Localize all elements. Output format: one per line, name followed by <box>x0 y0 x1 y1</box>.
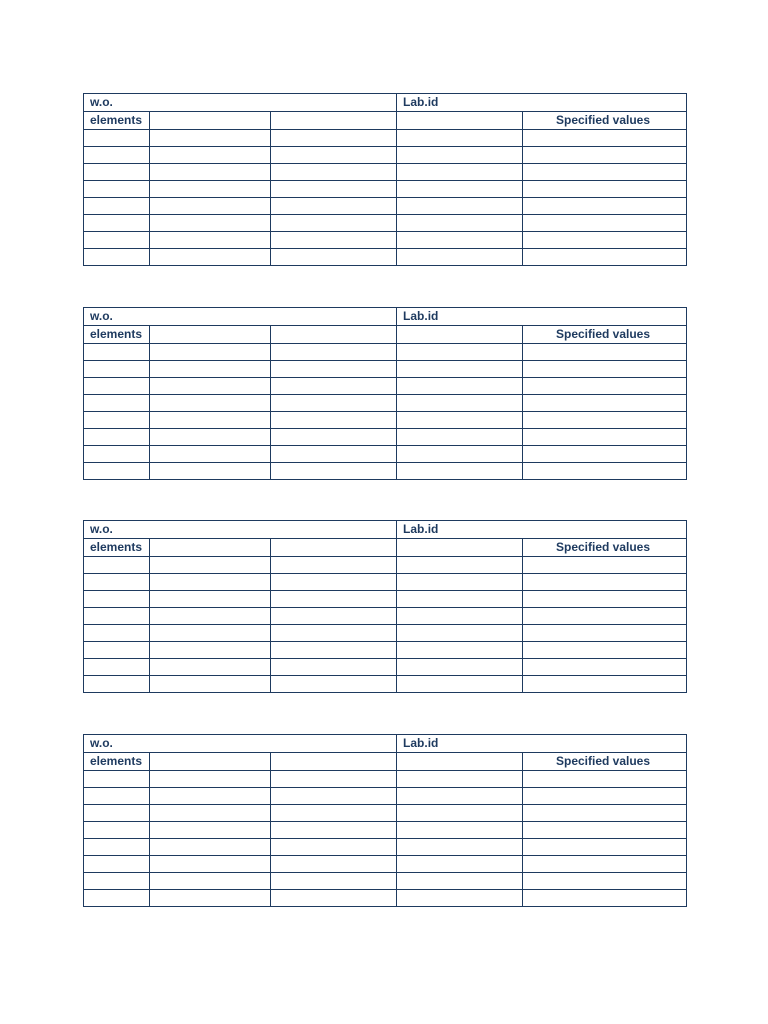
column-header-row <box>84 539 687 557</box>
table-cell[interactable] <box>523 130 687 147</box>
table-cell[interactable] <box>523 659 687 676</box>
lab-id-label: Lab.id <box>397 521 687 539</box>
table-cell[interactable] <box>523 147 687 164</box>
table-cell[interactable] <box>84 378 150 395</box>
elements-label: elements <box>84 112 150 130</box>
table-cell[interactable] <box>397 249 523 266</box>
table-row <box>84 249 687 266</box>
table-cell[interactable] <box>271 326 397 344</box>
table-cell[interactable] <box>84 361 150 378</box>
wo-label: w.o. <box>84 521 397 539</box>
elements-label: elements <box>84 753 150 771</box>
table-cell[interactable] <box>271 429 397 446</box>
table-cell[interactable] <box>150 326 271 344</box>
table-cell[interactable] <box>271 130 397 147</box>
table-cell[interactable] <box>397 873 523 890</box>
table-cell[interactable] <box>397 642 523 659</box>
table-cell[interactable] <box>271 232 397 249</box>
table-cell[interactable] <box>84 215 150 232</box>
table-cell[interactable] <box>523 805 687 822</box>
table-cell[interactable] <box>84 890 150 907</box>
table-row <box>84 378 687 395</box>
table-cell[interactable] <box>397 822 523 839</box>
table-cell[interactable] <box>397 805 523 822</box>
table-cell[interactable] <box>397 429 523 446</box>
lab-id-label: Lab.id <box>397 735 687 753</box>
table-cell[interactable] <box>271 249 397 266</box>
table-cell[interactable] <box>150 164 271 181</box>
specified-values-label: Specified values <box>523 539 687 557</box>
table-cell[interactable] <box>523 429 687 446</box>
table-cell[interactable] <box>397 130 523 147</box>
table-cell[interactable] <box>271 642 397 659</box>
table-cell[interactable] <box>523 788 687 805</box>
table-cell[interactable] <box>271 676 397 693</box>
table-cell[interactable] <box>523 361 687 378</box>
table-cell[interactable] <box>150 856 271 873</box>
table-cell[interactable] <box>84 232 150 249</box>
table-cell[interactable] <box>84 463 150 480</box>
table-row <box>84 557 687 574</box>
table-cell[interactable] <box>84 429 150 446</box>
table-cell[interactable] <box>523 249 687 266</box>
table-cell[interactable] <box>84 642 150 659</box>
table-cell[interactable] <box>523 395 687 412</box>
table-cell[interactable] <box>84 249 150 266</box>
column-header-row <box>84 326 687 344</box>
table-cell[interactable] <box>523 378 687 395</box>
table-cell[interactable] <box>271 788 397 805</box>
table-cell[interactable] <box>271 446 397 463</box>
table-cell[interactable] <box>150 788 271 805</box>
table-cell[interactable] <box>271 873 397 890</box>
table-cell[interactable] <box>150 215 271 232</box>
table-header-row <box>84 308 687 326</box>
table-cell[interactable] <box>397 753 523 771</box>
table-cell[interactable] <box>523 412 687 429</box>
table-cell[interactable] <box>84 608 150 625</box>
table-row <box>84 429 687 446</box>
table-cell[interactable] <box>523 771 687 788</box>
table-row <box>84 642 687 659</box>
table-cell[interactable] <box>271 890 397 907</box>
table-cell[interactable] <box>523 873 687 890</box>
table-cell[interactable] <box>150 822 271 839</box>
table-cell[interactable] <box>150 130 271 147</box>
table-row <box>84 412 687 429</box>
table-cell[interactable] <box>271 608 397 625</box>
table-row <box>84 130 687 147</box>
table-cell[interactable] <box>271 856 397 873</box>
table-row <box>84 395 687 412</box>
table-cell[interactable] <box>397 574 523 591</box>
table-cell[interactable] <box>523 591 687 608</box>
table-cell[interactable] <box>397 856 523 873</box>
table-cell[interactable] <box>523 232 687 249</box>
table-cell[interactable] <box>271 395 397 412</box>
table-cell[interactable] <box>150 805 271 822</box>
table-cell[interactable] <box>271 805 397 822</box>
table-cell[interactable] <box>150 429 271 446</box>
table-cell[interactable] <box>397 890 523 907</box>
table-row <box>84 771 687 788</box>
table-cell[interactable] <box>150 676 271 693</box>
wo-label: w.o. <box>84 94 397 112</box>
table-row <box>84 164 687 181</box>
table-cell[interactable] <box>523 164 687 181</box>
table-cell[interactable] <box>84 856 150 873</box>
table-row <box>84 344 687 361</box>
table-cell[interactable] <box>84 181 150 198</box>
table-row <box>84 591 687 608</box>
table-row <box>84 574 687 591</box>
table-cell[interactable] <box>271 463 397 480</box>
table-row <box>84 856 687 873</box>
table-cell[interactable] <box>150 198 271 215</box>
table-cell[interactable] <box>84 164 150 181</box>
table-cell[interactable] <box>84 591 150 608</box>
table-cell[interactable] <box>397 361 523 378</box>
table-cell[interactable] <box>397 557 523 574</box>
table-cell[interactable] <box>397 839 523 856</box>
table-row <box>84 890 687 907</box>
table-cell[interactable] <box>271 574 397 591</box>
table-cell[interactable] <box>84 344 150 361</box>
table-cell[interactable] <box>84 771 150 788</box>
table-cell[interactable] <box>84 659 150 676</box>
table-cell[interactable] <box>397 344 523 361</box>
table-cell[interactable] <box>523 215 687 232</box>
table-cell[interactable] <box>523 890 687 907</box>
table-cell[interactable] <box>84 805 150 822</box>
table-row <box>84 822 687 839</box>
table-cell[interactable] <box>150 361 271 378</box>
table-cell[interactable] <box>397 326 523 344</box>
table-cell[interactable] <box>271 164 397 181</box>
table-cell[interactable] <box>84 395 150 412</box>
table-cell[interactable] <box>150 344 271 361</box>
table-cell[interactable] <box>150 395 271 412</box>
table-cell[interactable] <box>271 539 397 557</box>
table-cell[interactable] <box>150 181 271 198</box>
table-cell[interactable] <box>271 344 397 361</box>
table-row <box>84 659 687 676</box>
table-cell[interactable] <box>271 659 397 676</box>
table-cell[interactable] <box>84 676 150 693</box>
table-cell[interactable] <box>150 659 271 676</box>
table-cell[interactable] <box>397 395 523 412</box>
table-cell[interactable] <box>397 659 523 676</box>
table-cell[interactable] <box>397 412 523 429</box>
table-row <box>84 361 687 378</box>
table-cell[interactable] <box>150 753 271 771</box>
specified-values-label: Specified values <box>523 326 687 344</box>
table-cell[interactable] <box>523 642 687 659</box>
analysis-form-table <box>83 520 687 693</box>
table-cell[interactable] <box>150 625 271 642</box>
lab-id-label: Lab.id <box>397 308 687 326</box>
table-row <box>84 676 687 693</box>
table-cell[interactable] <box>84 574 150 591</box>
table-row <box>84 232 687 249</box>
table-cell[interactable] <box>84 822 150 839</box>
table-cell[interactable] <box>150 232 271 249</box>
table-cell[interactable] <box>150 890 271 907</box>
table-cell[interactable] <box>523 198 687 215</box>
table-cell[interactable] <box>523 446 687 463</box>
analysis-form-table <box>83 307 687 480</box>
table-cell[interactable] <box>271 753 397 771</box>
table-cell[interactable] <box>150 147 271 164</box>
table-cell[interactable] <box>84 446 150 463</box>
table-cell[interactable] <box>523 181 687 198</box>
table-row <box>84 839 687 856</box>
table-cell[interactable] <box>397 539 523 557</box>
table-cell[interactable] <box>84 873 150 890</box>
specified-values-label: Specified values <box>523 753 687 771</box>
table-cell[interactable] <box>523 856 687 873</box>
table-cell[interactable] <box>523 676 687 693</box>
table-cell[interactable] <box>271 215 397 232</box>
table-cell[interactable] <box>271 771 397 788</box>
table-cell[interactable] <box>397 608 523 625</box>
table-cell[interactable] <box>271 198 397 215</box>
table-row <box>84 873 687 890</box>
table-row <box>84 181 687 198</box>
table-cell[interactable] <box>523 608 687 625</box>
table-cell[interactable] <box>271 822 397 839</box>
table-row <box>84 147 687 164</box>
table-cell[interactable] <box>397 198 523 215</box>
table-cell[interactable] <box>150 378 271 395</box>
table-cell[interactable] <box>271 181 397 198</box>
table-cell[interactable] <box>84 130 150 147</box>
table-cell[interactable] <box>84 788 150 805</box>
table-cell[interactable] <box>523 463 687 480</box>
column-header-row <box>84 753 687 771</box>
table-row <box>84 215 687 232</box>
table-cell[interactable] <box>397 232 523 249</box>
table-header-row <box>84 735 687 753</box>
table-cell[interactable] <box>271 112 397 130</box>
table-cell[interactable] <box>150 839 271 856</box>
table-cell[interactable] <box>397 771 523 788</box>
table-cell[interactable] <box>397 112 523 130</box>
table-cell[interactable] <box>150 539 271 557</box>
table-cell[interactable] <box>84 625 150 642</box>
table-cell[interactable] <box>271 378 397 395</box>
table-cell[interactable] <box>523 625 687 642</box>
wo-label: w.o. <box>84 735 397 753</box>
table-cell[interactable] <box>150 463 271 480</box>
table-row <box>84 446 687 463</box>
table-cell[interactable] <box>150 249 271 266</box>
table-row <box>84 625 687 642</box>
table-cell[interactable] <box>397 591 523 608</box>
table-cell[interactable] <box>271 412 397 429</box>
table-cell[interactable] <box>84 839 150 856</box>
table-cell[interactable] <box>150 608 271 625</box>
table-cell[interactable] <box>397 215 523 232</box>
table-cell[interactable] <box>397 181 523 198</box>
table-cell[interactable] <box>150 112 271 130</box>
table-cell[interactable] <box>271 591 397 608</box>
table-cell[interactable] <box>397 788 523 805</box>
table-cell[interactable] <box>397 378 523 395</box>
table-row <box>84 463 687 480</box>
elements-label: elements <box>84 539 150 557</box>
table-cell[interactable] <box>523 839 687 856</box>
table-cell[interactable] <box>84 412 150 429</box>
analysis-form-table <box>83 734 687 907</box>
table-cell[interactable] <box>397 676 523 693</box>
table-row <box>84 608 687 625</box>
table-cell[interactable] <box>150 642 271 659</box>
table-cell[interactable] <box>150 446 271 463</box>
table-row <box>84 198 687 215</box>
table-cell[interactable] <box>84 557 150 574</box>
table-cell[interactable] <box>271 557 397 574</box>
table-cell[interactable] <box>150 771 271 788</box>
table-cell[interactable] <box>150 574 271 591</box>
table-cell[interactable] <box>84 147 150 164</box>
table-row <box>84 788 687 805</box>
table-cell[interactable] <box>271 839 397 856</box>
table-cell[interactable] <box>397 164 523 181</box>
table-header-row <box>84 521 687 539</box>
table-row <box>84 805 687 822</box>
table-cell[interactable] <box>271 147 397 164</box>
table-cell[interactable] <box>523 822 687 839</box>
table-cell[interactable] <box>84 198 150 215</box>
lab-id-label: Lab.id <box>397 94 687 112</box>
table-cell[interactable] <box>271 625 397 642</box>
table-header-row <box>84 94 687 112</box>
table-cell[interactable] <box>523 574 687 591</box>
table-cell[interactable] <box>271 361 397 378</box>
specified-values-label: Specified values <box>523 112 687 130</box>
table-cell[interactable] <box>397 446 523 463</box>
table-cell[interactable] <box>150 412 271 429</box>
table-cell[interactable] <box>397 463 523 480</box>
table-cell[interactable] <box>397 625 523 642</box>
table-cell[interactable] <box>523 344 687 361</box>
table-cell[interactable] <box>150 873 271 890</box>
elements-label: elements <box>84 326 150 344</box>
table-cell[interactable] <box>397 147 523 164</box>
table-cell[interactable] <box>150 591 271 608</box>
table-cell[interactable] <box>523 557 687 574</box>
analysis-form-table <box>83 93 687 266</box>
table-cell[interactable] <box>150 557 271 574</box>
wo-label: w.o. <box>84 308 397 326</box>
column-header-row <box>84 112 687 130</box>
